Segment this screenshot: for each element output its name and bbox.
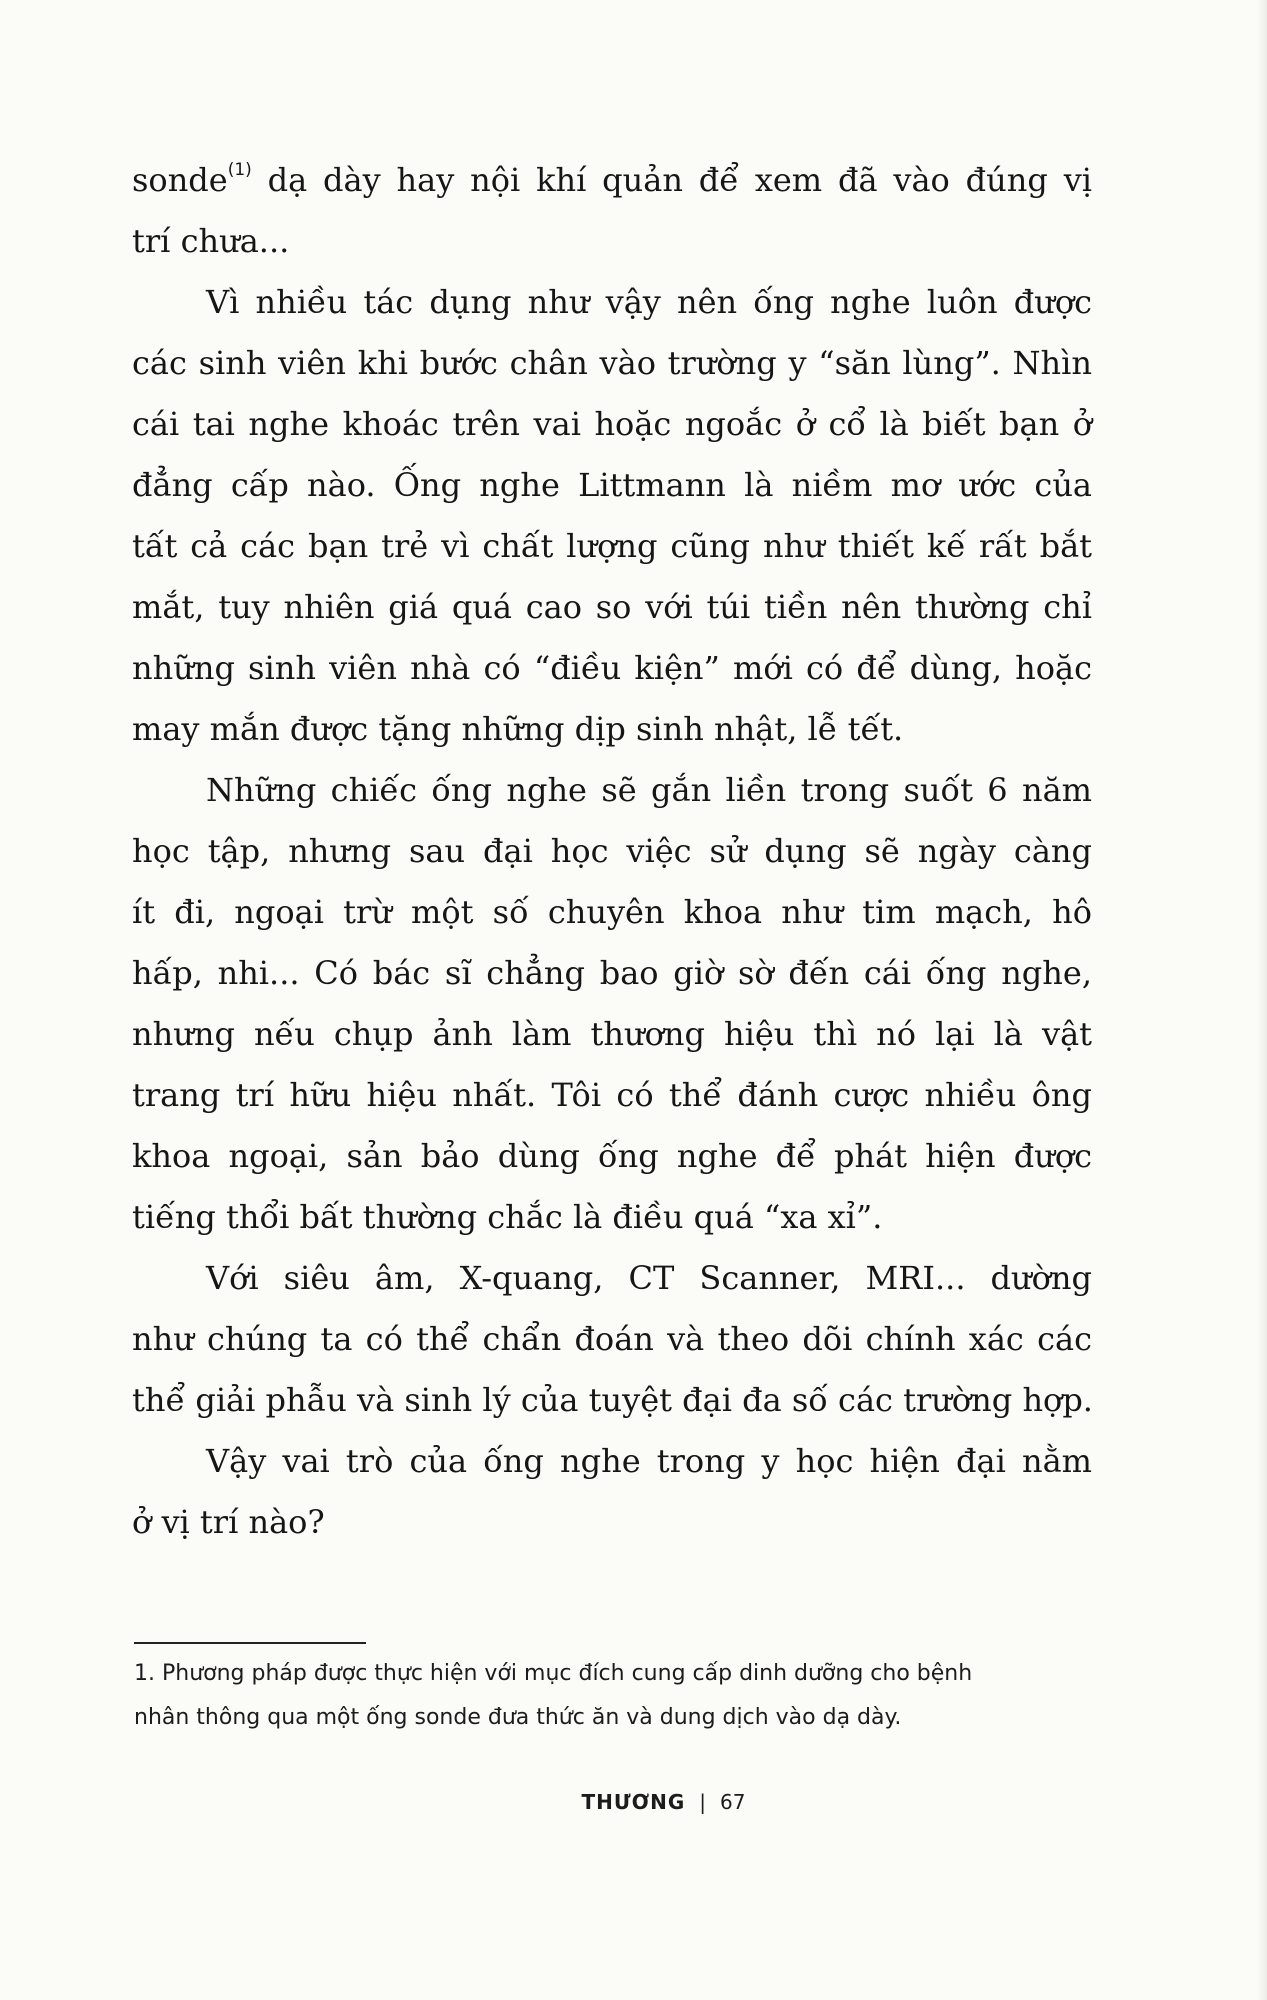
footnote-line: 1. Phương pháp được thực hiện với mục đích cung cấp dinh dưỡng cho bệnh (134, 1661, 973, 1686)
running-head: THƯƠNG (581, 1790, 686, 1814)
text-line: trí chưa... (132, 222, 290, 260)
footnote-line: nhân thông qua một ống sonde đưa thức ăn và dung dịch vào dạ dày. (134, 1705, 902, 1730)
body-text (132, 150, 1092, 1553)
page-edge-shadow (1257, 0, 1267, 2000)
paragraph-1 (132, 150, 1092, 272)
text-line: mắt, tuy nhiên giá quá cao so với túi tiền nên thường chỉ (132, 588, 1092, 626)
text-line: trang trí hữu hiệu nhất. Tôi có thể đánh cược nhiều ông (132, 1076, 1092, 1114)
paragraph-5 (132, 1431, 1092, 1553)
text-line: Vậy vai trò của ống nghe trong y học hiện đại nằm (206, 1442, 1092, 1480)
footnote-reference[interactable]: (1) (227, 160, 252, 181)
text-line: cái tai nghe khoác trên vai hoặc ngoắc ở cổ là biết bạn ở (132, 405, 1092, 443)
text-span: sonde (132, 161, 228, 199)
text-line: khoa ngoại, sản bảo dùng ống nghe để phát hiện được (132, 1137, 1092, 1175)
text-line: thể giải phẫu và sinh lý của tuyệt đại đa số các trường hợp. (132, 1381, 1093, 1419)
paragraph-3 (132, 760, 1092, 1248)
paragraph-4 (132, 1248, 1092, 1431)
text-line: may mắn được tặng những dịp sinh nhật, lễ tết. (132, 710, 904, 748)
text-line: Những chiếc ống nghe sẽ gắn liền trong suốt 6 năm (206, 771, 1092, 809)
text-line: Với siêu âm, X-quang, CT Scanner, MRI... dường (206, 1259, 1092, 1297)
footer-separator: | (699, 1790, 706, 1814)
paragraph-2 (132, 272, 1092, 760)
page-footer (0, 1790, 1267, 1814)
text-line (132, 150, 1092, 211)
text-line: ở vị trí nào? (132, 1503, 325, 1541)
text-span: dạ dày hay nội khí quản để xem đã vào đúng vị (251, 161, 1092, 199)
text-line: Vì nhiều tác dụng như vậy nên ống nghe luôn được (206, 283, 1092, 321)
text-line: ít đi, ngoại trừ một số chuyên khoa như tim mạch, hô (132, 893, 1092, 931)
text-line: như chúng ta có thể chẩn đoán và theo dõi chính xác các (132, 1320, 1092, 1358)
footnote-divider (134, 1642, 366, 1644)
footnote (134, 1652, 1094, 1740)
text-line: học tập, nhưng sau đại học việc sử dụng sẽ ngày càng (132, 832, 1092, 870)
page-number: 67 (720, 1790, 746, 1814)
text-line: nhưng nếu chụp ảnh làm thương hiệu thì nó lại là vật (132, 1015, 1092, 1053)
text-line: tất cả các bạn trẻ vì chất lượng cũng như thiết kế rất bắt (132, 527, 1092, 565)
text-line: tiếng thổi bất thường chắc là điều quá “xa xỉ”. (132, 1198, 883, 1236)
text-line: hấp, nhi... Có bác sĩ chẳng bao giờ sờ đến cái ống nghe, (132, 954, 1092, 992)
text-line: đẳng cấp nào. Ống nghe Littmann là niềm mơ ước của (132, 466, 1092, 504)
text-line: các sinh viên khi bước chân vào trường y “săn lùng”. Nhìn (132, 344, 1092, 382)
text-line: những sinh viên nhà có “điều kiện” mới có để dùng, hoặc (132, 649, 1092, 687)
